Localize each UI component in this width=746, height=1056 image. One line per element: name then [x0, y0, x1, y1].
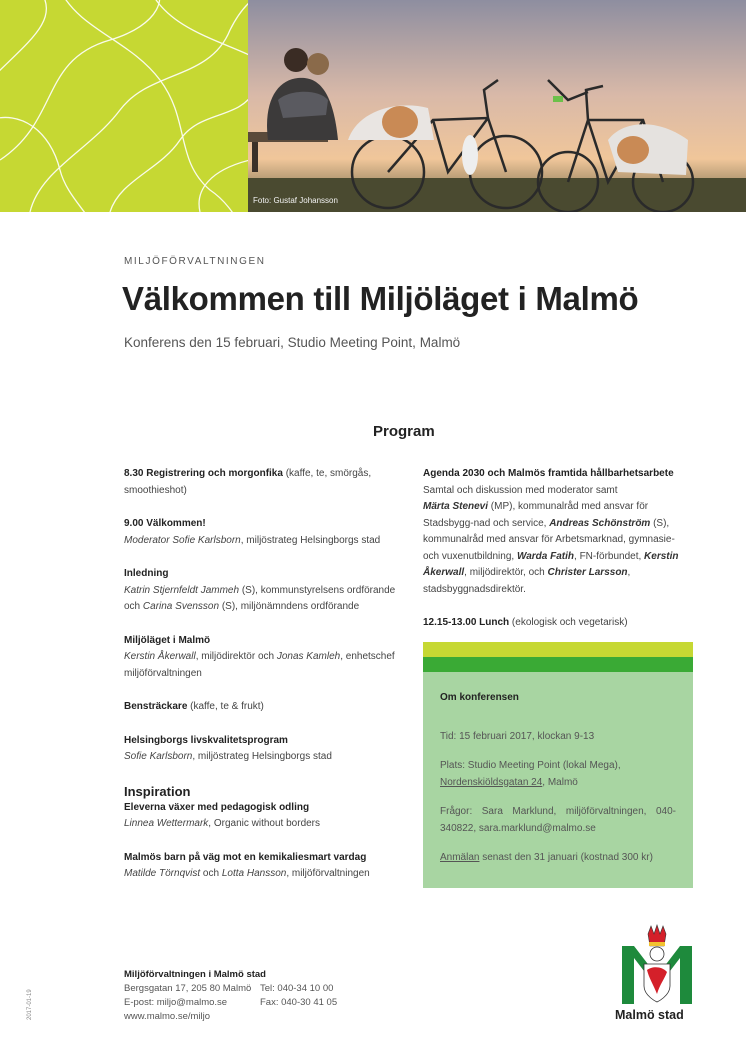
item-person: Märta Stenevi: [423, 501, 489, 512]
item-person: Andreas Schönström: [549, 517, 651, 529]
program-item-agenda: [423, 466, 693, 598]
program-item-miljolaget: [124, 633, 404, 683]
item-heading: Malmös barn på väg mot en kemikaliesmart vardag: [124, 851, 367, 863]
item-person: Katrin Stjernfeldt Jammeh: [124, 584, 240, 596]
footer-col-right: [260, 982, 337, 1024]
footer-address: Bergsgatan 17, 205 80 Malmö: [124, 983, 252, 994]
item-person: Matilde Törnqvist: [124, 868, 201, 879]
logo-label: Malmö stad: [615, 1008, 684, 1022]
item-heading: 9.00 Välkommen!: [124, 518, 206, 529]
info-box-title: Om konferensen: [440, 692, 519, 703]
footer-contact: [124, 968, 337, 1024]
item-role: (S), kommunalråd med ansvar för Arbetsmarknad, gymnasie- och vuxenutbildning,: [423, 517, 675, 562]
item-role: , miljödirektör och: [195, 651, 277, 662]
footer-web[interactable]: www.malmo.se/miljo: [124, 1011, 211, 1022]
info-questions: Frågor: Sara Marklund, miljöförvaltningen, 040-340822, sara.marklund@malmo.se: [440, 806, 676, 834]
box-accent-green: [423, 657, 693, 672]
footer-org: Miljöförvaltningen i Malmö stad: [124, 969, 266, 980]
item-person: Kerstin Åkerwall: [124, 651, 196, 662]
program-item-helsingborg: [124, 733, 404, 766]
program-item-intro: [124, 566, 404, 616]
info-place-street-link[interactable]: Nordenskiöldsgatan 24: [440, 776, 543, 788]
item-heading: Agenda 2030 och Malmös framtida hållbarhetsarbete: [423, 468, 674, 479]
header-photo: [248, 0, 746, 212]
item-person: Kerstin Åkerwall: [423, 550, 679, 578]
coat-of-arms-icon: [620, 924, 694, 1008]
item-role: , Organic without borders: [208, 818, 321, 829]
footer-fax: Fax: 040-30 41 05: [260, 997, 338, 1008]
item-role: , stadsbyggnadsdirektör.: [423, 567, 631, 595]
item-role: , miljöförvaltningen: [286, 868, 370, 879]
item-role: , enhetschef miljöförvaltningen: [124, 651, 395, 679]
page-title: Välkommen till Miljöläget i Malmö: [122, 280, 639, 317]
item-role: , miljöstrateg Helsingborgs stad: [192, 751, 332, 762]
item-heading: Inledning: [124, 568, 169, 579]
item-person: Carina Svensson: [142, 601, 220, 612]
line-pattern-graphic: [0, 0, 248, 212]
item-person: Christer Larsson: [547, 567, 628, 578]
item-heading: 8.30 Registrering och morgonfika: [124, 468, 283, 479]
item-note: (ekologisk och vegetarisk): [509, 617, 628, 628]
item-person: Jonas Kamleh: [276, 651, 341, 662]
item-person: Moderator Sofie Karlsborn: [124, 534, 241, 546]
item-person: Linnea Wettermark: [124, 818, 209, 829]
footer-tel: Tel: 040-34 10 00: [260, 983, 334, 994]
item-note: (kaffe, te & frukt): [187, 701, 264, 712]
item-role: , miljöstrateg Helsingborgs stad: [240, 534, 381, 546]
footer-col-left: [124, 982, 260, 1024]
item-role: (S), kommunstyrelsens ordförande: [239, 584, 396, 596]
signup-deadline: senast den 31 januari (kostnad 300 kr): [479, 852, 653, 863]
program-heading: Program: [373, 423, 435, 440]
item-role: , miljödirektör, och: [464, 567, 548, 578]
item-heading: Helsingborgs livskvalitetsprogram: [124, 734, 288, 746]
item-heading: Miljöläget i Malmö: [124, 634, 211, 646]
item-conjunction: och: [200, 868, 222, 879]
item-heading: 12.15-13.00 Lunch: [423, 617, 510, 628]
program-item-break: [124, 699, 404, 716]
signup-link[interactable]: Anmälan: [440, 852, 480, 863]
item-intro: Samtal och diskussion med moderator samt: [423, 484, 618, 496]
program-right-column: [423, 466, 693, 649]
subtitle: Konferens den 15 februari, Studio Meeting Point, Malmö: [124, 335, 461, 350]
info-signup: [440, 850, 676, 867]
bikes-photo-graphic: [248, 0, 746, 212]
malmo-stad-logo: [620, 924, 694, 1008]
item-heading: Bensträckare: [124, 701, 188, 712]
item-conjunction: och: [124, 601, 143, 612]
item-role: (S), miljönämndens ordförande: [219, 601, 360, 612]
item-person: Sofie Karlsborn: [124, 751, 193, 762]
info-place-city: , Malmö: [542, 776, 578, 788]
item-heading: Eleverna växer med pedagogisk odling: [124, 801, 310, 813]
date-code: 2017-01-19: [27, 989, 33, 1020]
item-person: Lotta Hansson: [221, 868, 287, 879]
box-accent-lime: [423, 642, 693, 657]
info-time: Tid: 15 februari 2017, klockan 9-13: [440, 730, 595, 742]
department-label: MILJÖFÖRVALTNINGEN: [124, 256, 266, 267]
item-role: (MP), kommunalråd med ansvar för Stadsbygg-nad och service,: [423, 501, 649, 529]
footer-email[interactable]: E-post: miljo@malmo.se: [124, 997, 228, 1008]
item-role: , FN-förbundet,: [574, 550, 645, 562]
program-item-kemikalier: [124, 850, 404, 883]
program-left-column: [124, 466, 404, 900]
program-item-welcome: [124, 516, 404, 549]
conference-info-box: [423, 672, 693, 888]
item-person: Warda Fatih: [516, 550, 575, 562]
program-item-inspiration: [124, 783, 404, 833]
inspiration-heading: Inspiration: [124, 783, 191, 799]
info-place-prefix: Plats: Studio Meeting Point (lokal Mega),: [440, 760, 621, 771]
program-item-registration: [124, 466, 404, 499]
footer-columns: [124, 982, 337, 1024]
program-item-lunch: [423, 615, 693, 632]
photo-credit: Foto: Gustaf Johansson: [253, 196, 338, 205]
item-note: (kaffe, te, smörgås, smoothieshot): [124, 468, 372, 496]
header-pattern: [0, 0, 248, 212]
info-place: [440, 758, 676, 791]
